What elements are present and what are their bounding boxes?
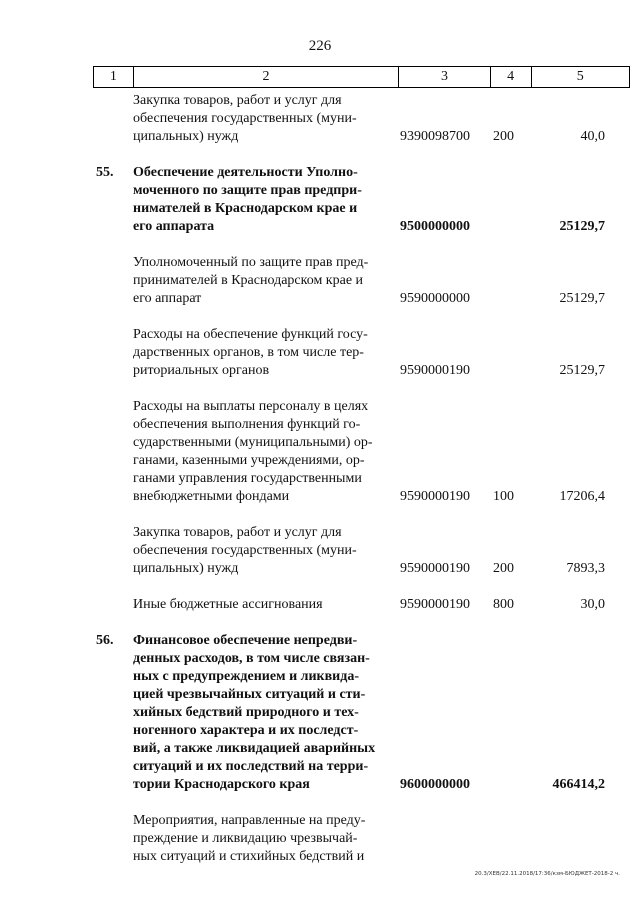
row-sum: 40,0 xyxy=(580,129,605,144)
row-name: Финансовое обеспечение непредви- денных расходов, в том числе связан- ных с предупреждением и ликвида- цией чрезвычайных ситуаций и сти- хийных бедствий природного и тех- ногенного характера и их последст- вий, а также ликвидацией аварийных ситуаций и их последствий на терри- тории Краснодарского края xyxy=(133,633,376,792)
table-row xyxy=(0,164,640,236)
row-code: 9590000190 xyxy=(400,561,470,576)
row-code: 9390098700 xyxy=(400,129,470,144)
table-row xyxy=(0,632,640,794)
header-col-1: 1 xyxy=(93,67,133,87)
header-col-2: 2 xyxy=(133,67,399,87)
row-vr: 100 xyxy=(493,489,514,504)
row-code: 9590000190 xyxy=(400,489,470,504)
header-col-5: 5 xyxy=(531,67,630,87)
row-vr: 800 xyxy=(493,597,514,612)
table-header xyxy=(93,66,630,88)
row-code: 9590000190 xyxy=(400,597,470,612)
row-vr: 200 xyxy=(493,561,514,576)
row-sum: 30,0 xyxy=(580,597,605,612)
row-sum: 25129,7 xyxy=(559,291,605,306)
row-name: Закупка товаров, работ и услуг для обеспечения государственных (муни- ципальных) нужд xyxy=(133,93,357,144)
row-name: Расходы на выплаты персоналу в целях обеспечения выполнения функций го- сударственными (муниципальными) ор- ганами, казенными учреждениями, ор- ганами управления государственными внебюджетными фондами xyxy=(133,399,373,504)
table-row xyxy=(0,254,640,308)
row-sum: 25129,7 xyxy=(559,219,605,234)
row-name: Уполномоченный по защите прав пред- принимателей в Краснодарском крае и его аппарат xyxy=(133,255,369,306)
row-name: Обеспечение деятельности Уполно- моченного по защите прав предпри- нимателей в Краснодарском крае и его аппарата xyxy=(133,165,362,234)
table-row xyxy=(0,596,640,614)
header-col-3: 3 xyxy=(398,67,489,87)
row-name: Закупка товаров, работ и услуг для обеспечения государственных (муни- ципальных) нужд xyxy=(133,525,357,576)
row-sum: 466414,2 xyxy=(552,777,605,792)
row-name: Расходы на обеспечение функций госу- дарственных органов, в том числе тер- риториальных органов xyxy=(133,327,368,378)
table-row xyxy=(0,326,640,380)
table-row xyxy=(0,812,640,866)
row-code: 9590000000 xyxy=(400,291,470,306)
row-name: Мероприятия, направленные на преду- преждение и ликвидацию чрезвычай- ных ситуаций и стихийных бедствий и xyxy=(133,813,366,864)
header-col-4: 4 xyxy=(490,67,531,87)
row-number: 55. xyxy=(96,165,114,180)
row-code: 9600000000 xyxy=(400,777,470,792)
row-name: Иные бюджетные ассигнования xyxy=(133,597,323,612)
page-number: 226 xyxy=(308,38,332,54)
table-row xyxy=(0,92,640,146)
row-number: 56. xyxy=(96,633,114,648)
table-row xyxy=(0,524,640,578)
row-vr: 200 xyxy=(493,129,514,144)
row-code: 9590000190 xyxy=(400,363,470,378)
row-code: 9500000000 xyxy=(400,219,470,234)
row-sum: 7893,3 xyxy=(566,561,605,576)
row-sum: 25129,7 xyxy=(559,363,605,378)
table-row xyxy=(0,398,640,506)
row-sum: 17206,4 xyxy=(559,489,605,504)
document-stamp: 20.3/ХЕВ/22.11.2018/17:36/кзм-БЮДЖЕТ-2018-2 ч. xyxy=(474,871,620,877)
budget-table-body xyxy=(0,92,640,866)
